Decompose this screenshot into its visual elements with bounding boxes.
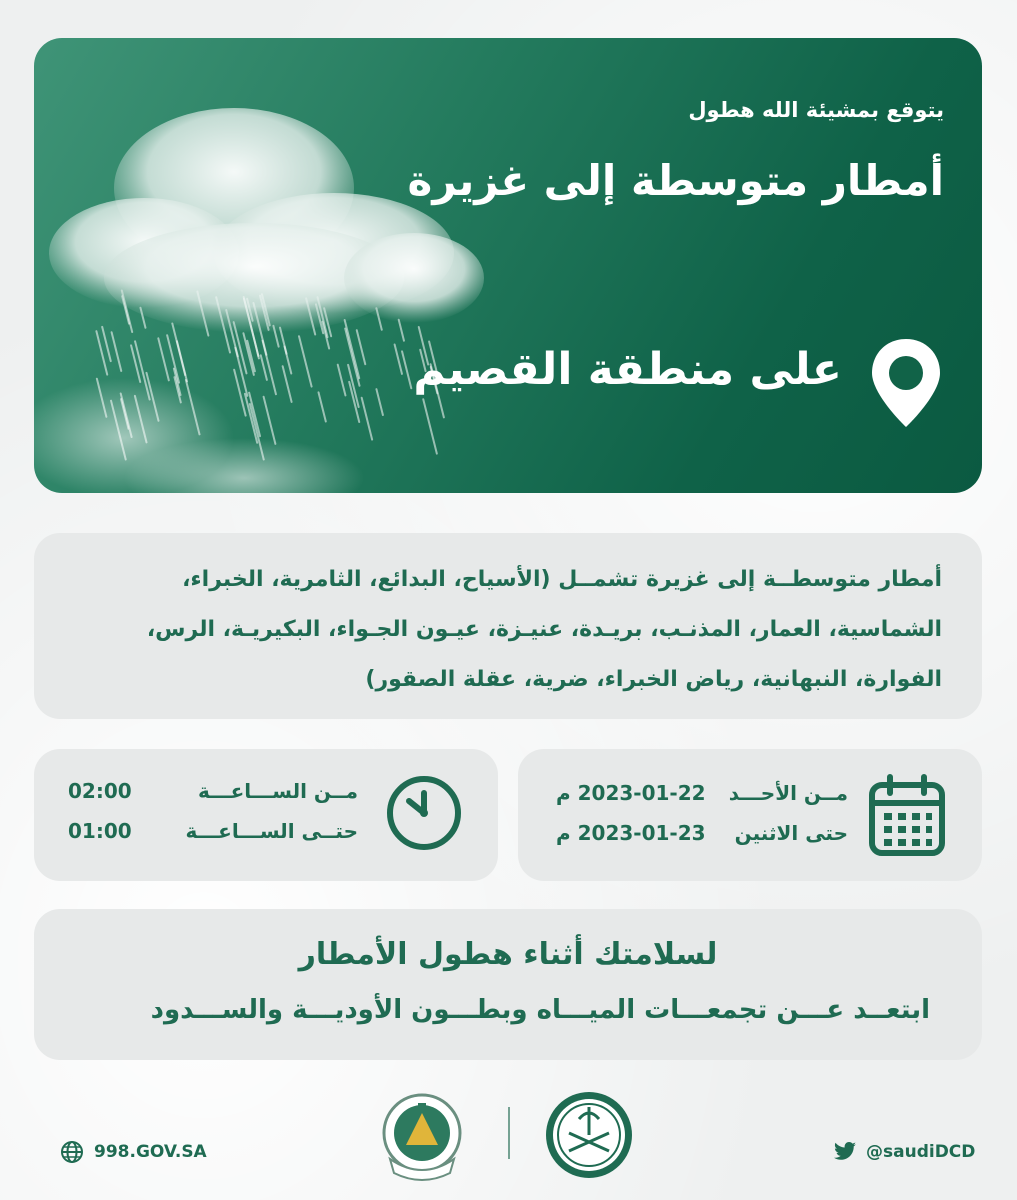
- safety-heading: لسلامتك أثناء هطول الأمطار: [298, 937, 718, 972]
- calendar-icon: [868, 773, 946, 857]
- logo-divider: [508, 1107, 510, 1159]
- rain-streak: [345, 329, 359, 386]
- globe-icon: [60, 1140, 84, 1164]
- time-to-label: حتــى الســـاعـــة: [185, 819, 358, 843]
- rain-streak: [399, 320, 404, 341]
- date-from-label: مــن الأحـــد: [728, 781, 848, 805]
- rain-streak: [395, 344, 402, 373]
- ministry-emblem-logo: [543, 1089, 635, 1181]
- rain-streak: [234, 370, 245, 416]
- rain-streak: [402, 351, 411, 388]
- time-to-value: 01:00: [68, 819, 132, 843]
- rain-streak: [264, 397, 276, 444]
- website-link[interactable]: 998.GOV.SA: [94, 1142, 207, 1162]
- rain-streak: [112, 332, 122, 371]
- date-to-label: حتى الاثنين: [734, 821, 848, 845]
- safety-advice: ابتعــد عـــن تجمعـــات الميـــاه وبطـــون الأوديـــة والســـدود: [150, 995, 930, 1025]
- date-card: [518, 749, 982, 881]
- rain-streak: [362, 398, 372, 440]
- rain-streak: [376, 389, 382, 415]
- clock-icon: [384, 773, 464, 853]
- footer: [0, 1085, 1017, 1200]
- twitter-icon[interactable]: [833, 1142, 857, 1162]
- rain-streak: [261, 355, 267, 380]
- rain-streak: [131, 345, 140, 382]
- rain-streak: [423, 399, 437, 453]
- rain-streak: [357, 330, 366, 364]
- location-pin-icon: [866, 335, 946, 431]
- areas-text: أمطار متوسطــة إلى غزيرة تشمــل (الأسياح، البدائع، الثامرية، الخبراء، الشماسية، العمار، المذنـب، بريـدة، عنيـزة، عيـون الجـواء، البكيريـة، الرس، الفوارة، النبهانية، رياض الخبراء، ضرية، عقلة الصقور): [146, 567, 942, 692]
- date-from-value: 2023-01-22 م: [556, 781, 706, 805]
- rain-streak: [345, 320, 360, 378]
- hero-region: على منطقة القصيم: [413, 344, 842, 395]
- hero-title: أمطار متوسطة إلى غزيرة: [407, 156, 944, 205]
- time-from-label: مــن الســـاعـــة: [197, 779, 358, 803]
- rain-streak: [319, 392, 326, 421]
- hero-banner: [34, 38, 982, 493]
- rain-streak: [158, 338, 169, 380]
- rain-streak: [338, 365, 346, 396]
- civil-defense-logo: [376, 1089, 468, 1185]
- time-card: [34, 749, 498, 881]
- hero-subtitle: يتوقع بمشيئة الله هطول: [688, 98, 944, 122]
- date-to-value: 2023-01-23 م: [556, 821, 706, 845]
- rain-cloud-illustration: [34, 38, 504, 493]
- twitter-handle-link[interactable]: @saudiDCD: [866, 1142, 976, 1162]
- rain-streak: [299, 336, 312, 386]
- time-from-value: 02:00: [68, 779, 132, 803]
- safety-card: [34, 909, 982, 1060]
- areas-card: [34, 533, 982, 719]
